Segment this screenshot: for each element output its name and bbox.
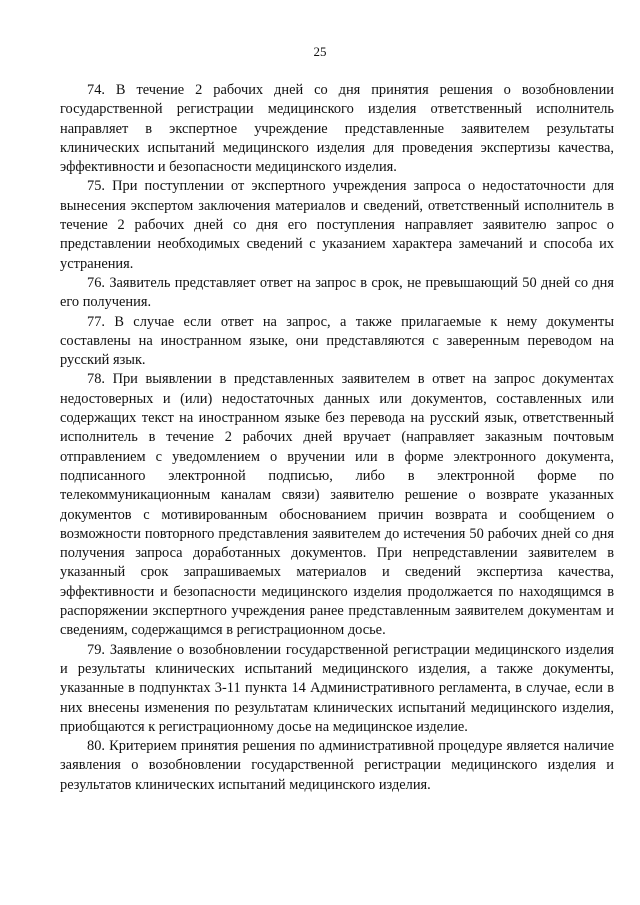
paragraph-78: 78. При выявлении в представленных заявителем в ответ на запрос документах недостоверных и (или) недостаточных данных или документов, составленных или содержащих текст на иностранном языке без перевода на русский язык, ответственный исполнитель в течение 2 рабочих дней вручает (направляет заказным почтовым отправлением с уведомлением о вручении или в форме электронного документа, подписанного электронной подписью, либо в электронной форме по телекоммуникационным каналам связи) заявителю решение о возврате указанных документов с мотивированным обоснованием причин возврата и сообщением о возможности повторного представления заявителем до истечения 50 рабочих дней со дня получения запроса доработанных документов. При непредставлении заявителем в указанный срок запрашиваемых материалов и сведений экспертиза качества, эффективности и безопасности медицинского изделия продолжается по находящимся в распоряжении экспертного учреждения ранее представленным заявителем документам и сведениям, содержащимся в регистрационном досье.	[60, 371, 614, 639]
paragraph-74: 74. В течение 2 рабочих дней со дня принятия решения о возобновлении государственной регистрации медицинского изделия ответственный исполнитель направляет в экспертное учреждение представленные заявителем результаты клинических испытаний медицинского изделия для проведения экспертизы качества, эффективности и безопасности медицинского изделия.	[60, 82, 614, 176]
paragraph-77: 77. В случае если ответ на запрос, а также прилагаемые к нему документы составлены на иностранном языке, они представляются с заверенным переводом на русский язык.	[60, 313, 614, 369]
paragraph-76: 76. Заявитель представляет ответ на запрос в срок, не превышающий 50 дней со дня его получения.	[60, 274, 614, 311]
document-body	[60, 81, 614, 795]
paragraph-75: 75. При поступлении от экспертного учреждения запроса о недостаточности для вынесения экспертом заключения материалов и сведений, ответственный исполнитель в течение 2 рабочих дней со дня его поступления направляет заявителю запрос о представлении необходимых сведений с указанием характера замечаний и способа их устранения.	[60, 178, 614, 272]
paragraph-79: 79. Заявление о возобновлении государственной регистрации медицинского изделия и результаты клинических испытаний медицинского изделия, а также документы, указанные в подпунктах 3-11 пункта 14 Административного регламента, в случае, если в них внесены изменения по результатам клинических испытаний медицинского изделия, приобщаются к регистрационному досье на медицинское изделие.	[60, 641, 614, 735]
page-number: 25	[313, 44, 327, 59]
paragraph-80: 80. Критерием принятия решения по административной процедуре является наличие заявления о возобновлении государственной регистрации медицинского изделия и результатов клинических испытаний медицинского изделия.	[60, 738, 614, 793]
